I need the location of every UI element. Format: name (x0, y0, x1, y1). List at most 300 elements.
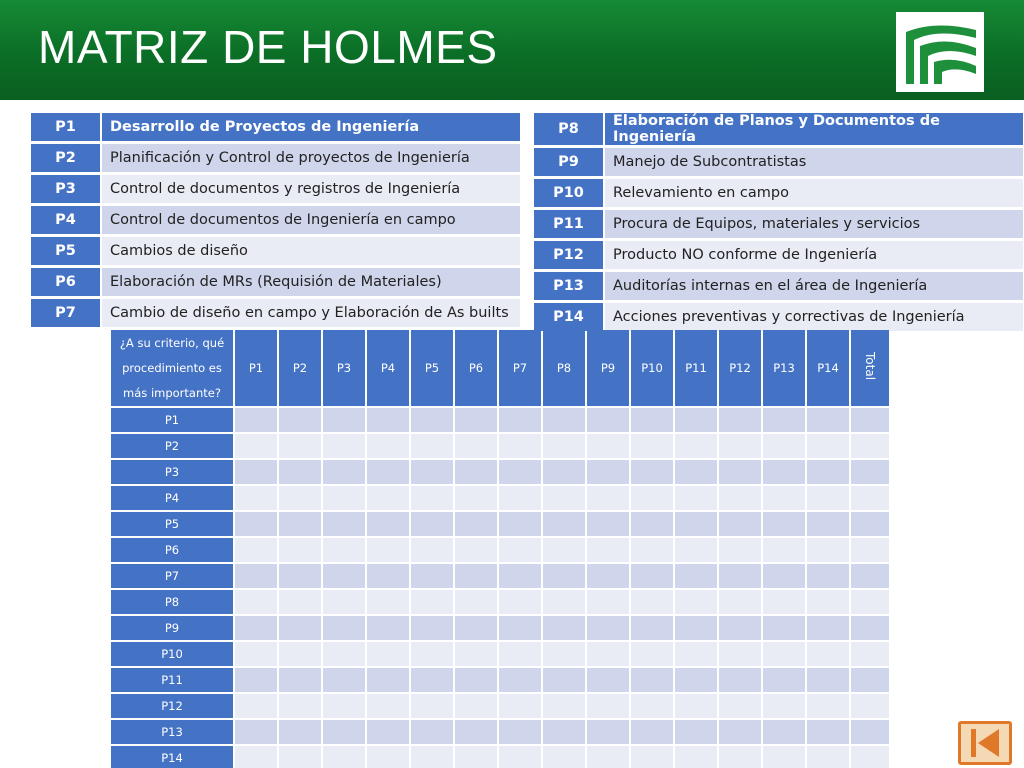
matrix-row (111, 720, 889, 744)
matrix-cell[interactable] (323, 720, 365, 744)
matrix-total-cell[interactable] (851, 616, 889, 640)
matrix-cell[interactable] (675, 460, 717, 484)
matrix-cell[interactable] (763, 460, 805, 484)
matrix-cell[interactable] (807, 616, 849, 640)
legend-code: P5 (31, 237, 102, 265)
matrix-cell[interactable] (235, 720, 277, 744)
matrix-cell[interactable] (411, 486, 453, 510)
matrix-cell[interactable] (675, 434, 717, 458)
matrix-cell[interactable] (411, 434, 453, 458)
matrix-cell[interactable] (411, 746, 453, 768)
legend-code: P3 (31, 175, 102, 203)
matrix-cell[interactable] (499, 486, 541, 510)
matrix-cell[interactable] (323, 538, 365, 562)
matrix-cell[interactable] (279, 616, 321, 640)
matrix-cell[interactable] (543, 434, 585, 458)
matrix-row (111, 668, 889, 692)
matrix-cell[interactable] (367, 564, 409, 588)
matrix-row (111, 616, 889, 640)
matrix-cell[interactable] (631, 746, 673, 768)
matrix-cell[interactable] (235, 434, 277, 458)
matrix-cell[interactable] (543, 564, 585, 588)
matrix-cell[interactable] (411, 694, 453, 718)
legend-code: P1 (31, 113, 102, 141)
legend-row (534, 179, 1023, 207)
matrix-cell[interactable] (499, 616, 541, 640)
matrix-cell[interactable] (807, 720, 849, 744)
matrix-cell[interactable] (455, 512, 497, 536)
matrix-cell[interactable] (499, 668, 541, 692)
matrix-cell[interactable] (279, 486, 321, 510)
matrix-cell[interactable] (763, 720, 805, 744)
matrix-cell[interactable] (675, 512, 717, 536)
company-logo-icon (896, 12, 984, 92)
matrix-cell[interactable] (587, 538, 629, 562)
matrix-cell[interactable] (807, 408, 849, 432)
matrix-row (111, 538, 889, 562)
matrix-cell[interactable] (411, 408, 453, 432)
matrix-cell[interactable] (763, 486, 805, 510)
matrix-cell[interactable] (323, 694, 365, 718)
legend-table-right (534, 110, 1023, 334)
matrix-cell[interactable] (763, 616, 805, 640)
matrix-cell[interactable] (499, 746, 541, 768)
matrix-cell[interactable] (367, 694, 409, 718)
matrix-cell[interactable] (675, 694, 717, 718)
matrix-cell[interactable] (235, 408, 277, 432)
legend-description: Relevamiento en campo (605, 179, 1023, 207)
matrix-cell[interactable] (367, 668, 409, 692)
matrix-cell[interactable] (543, 408, 585, 432)
legend-row (534, 210, 1023, 238)
matrix-cell[interactable] (235, 564, 277, 588)
matrix-cell[interactable] (455, 434, 497, 458)
legend-code: P13 (534, 272, 605, 300)
matrix-cell[interactable] (719, 720, 761, 744)
matrix-cell[interactable] (455, 460, 497, 484)
legend-description: Manejo de Subcontratistas (605, 148, 1023, 176)
matrix-cell[interactable] (411, 460, 453, 484)
matrix-cell[interactable] (631, 538, 673, 562)
matrix-cell[interactable] (719, 408, 761, 432)
legend-description: Control de documentos y registros de Ingeniería (102, 175, 520, 203)
matrix-cell[interactable] (543, 486, 585, 510)
matrix-cell[interactable] (763, 538, 805, 562)
matrix-cell[interactable] (367, 486, 409, 510)
matrix-cell[interactable] (807, 746, 849, 768)
matrix-cell[interactable] (323, 642, 365, 666)
matrix-cell[interactable] (763, 564, 805, 588)
matrix-cell[interactable] (323, 512, 365, 536)
back-button[interactable] (958, 721, 1012, 765)
matrix-cell[interactable] (455, 486, 497, 510)
matrix-cell[interactable] (719, 486, 761, 510)
matrix-row (111, 564, 889, 588)
matrix-row (111, 746, 889, 768)
legend-code: P10 (534, 179, 605, 207)
matrix-row-header: P10 (111, 642, 233, 666)
matrix-total-cell[interactable] (851, 720, 889, 744)
matrix-cell[interactable] (455, 746, 497, 768)
matrix-cell[interactable] (499, 538, 541, 562)
legend-row (31, 299, 520, 327)
matrix-cell[interactable] (675, 564, 717, 588)
matrix-cell[interactable] (807, 538, 849, 562)
matrix-row (111, 408, 889, 432)
matrix-cell[interactable] (587, 694, 629, 718)
matrix-row-header: P9 (111, 616, 233, 640)
matrix-cell[interactable] (675, 486, 717, 510)
matrix-cell[interactable] (235, 746, 277, 768)
legend-row (534, 148, 1023, 176)
matrix-cell[interactable] (631, 616, 673, 640)
matrix-cell[interactable] (367, 590, 409, 614)
matrix-cell[interactable] (587, 434, 629, 458)
matrix-cell[interactable] (587, 408, 629, 432)
matrix-cell[interactable] (235, 512, 277, 536)
matrix-total-cell[interactable] (851, 434, 889, 458)
matrix-cell[interactable] (411, 668, 453, 692)
matrix-cell[interactable] (367, 434, 409, 458)
matrix-cell[interactable] (719, 460, 761, 484)
legend-description: Auditorías internas en el área de Ingeniería (605, 272, 1023, 300)
matrix-total-cell[interactable] (851, 408, 889, 432)
matrix-cell[interactable] (279, 694, 321, 718)
matrix-cell[interactable] (279, 434, 321, 458)
matrix-cell[interactable] (543, 694, 585, 718)
legend-row (31, 144, 520, 172)
holmes-matrix (109, 328, 891, 768)
matrix-column-header: P14 (807, 330, 849, 406)
matrix-cell[interactable] (675, 538, 717, 562)
legend-row (534, 113, 1023, 145)
matrix-total-cell[interactable] (851, 486, 889, 510)
matrix-cell[interactable] (411, 616, 453, 640)
legend-description: Control de documentos de Ingeniería en campo (102, 206, 520, 234)
matrix-cell[interactable] (279, 460, 321, 484)
matrix-cell[interactable] (543, 746, 585, 768)
legend-description: Producto NO conforme de Ingeniería (605, 241, 1023, 269)
matrix-row (111, 486, 889, 510)
matrix-cell[interactable] (367, 408, 409, 432)
legend-description: Cambio de diseño en campo y Elaboración de As builts (102, 299, 520, 327)
matrix-cell[interactable] (631, 590, 673, 614)
matrix-cell[interactable] (367, 616, 409, 640)
matrix-column-header: P8 (543, 330, 585, 406)
legend-description: Procura de Equipos, materiales y servicios (605, 210, 1023, 238)
matrix-cell[interactable] (367, 720, 409, 744)
legend-code: P7 (31, 299, 102, 327)
matrix-column-header: P1 (235, 330, 277, 406)
matrix-cell[interactable] (235, 460, 277, 484)
matrix-column-header: P10 (631, 330, 673, 406)
matrix-cell[interactable] (675, 408, 717, 432)
legend-description: Elaboración de Planos y Documentos de Ingeniería (605, 113, 1023, 145)
matrix-column-header: P3 (323, 330, 365, 406)
matrix-row-header: P14 (111, 746, 233, 768)
matrix-row (111, 590, 889, 614)
matrix-cell[interactable] (587, 512, 629, 536)
matrix-total-cell[interactable] (851, 512, 889, 536)
matrix-column-header: P4 (367, 330, 409, 406)
matrix-cell[interactable] (455, 694, 497, 718)
matrix-cell[interactable] (235, 486, 277, 510)
matrix-cell[interactable] (631, 486, 673, 510)
legend-row (31, 206, 520, 234)
matrix-cell[interactable] (631, 512, 673, 536)
matrix-cell[interactable] (631, 460, 673, 484)
matrix-cell[interactable] (631, 720, 673, 744)
matrix-cell[interactable] (631, 668, 673, 692)
legend-code: P4 (31, 206, 102, 234)
matrix-cell[interactable] (675, 642, 717, 666)
matrix-cell[interactable] (719, 434, 761, 458)
back-to-start-icon (965, 726, 1005, 760)
matrix-cell[interactable] (675, 720, 717, 744)
matrix-row-header: P12 (111, 694, 233, 718)
matrix-cell[interactable] (807, 642, 849, 666)
matrix-cell[interactable] (323, 668, 365, 692)
matrix-cell[interactable] (631, 642, 673, 666)
matrix-cell[interactable] (411, 720, 453, 744)
matrix-row-header: P5 (111, 512, 233, 536)
matrix-cell[interactable] (279, 746, 321, 768)
matrix-cell[interactable] (763, 746, 805, 768)
matrix-cell[interactable] (499, 460, 541, 484)
matrix-cell[interactable] (367, 460, 409, 484)
matrix-cell[interactable] (279, 642, 321, 666)
matrix-cell[interactable] (455, 720, 497, 744)
matrix-total-cell[interactable] (851, 538, 889, 562)
matrix-cell[interactable] (279, 512, 321, 536)
matrix-cell[interactable] (323, 590, 365, 614)
matrix-row-header: P13 (111, 720, 233, 744)
matrix-cell[interactable] (763, 434, 805, 458)
matrix-cell[interactable] (499, 720, 541, 744)
matrix-cell[interactable] (235, 538, 277, 562)
legend-description: Elaboración de MRs (Requisión de Materiales) (102, 268, 520, 296)
matrix-cell[interactable] (279, 408, 321, 432)
matrix-cell[interactable] (543, 538, 585, 562)
matrix-total-cell[interactable] (851, 668, 889, 692)
matrix-cell[interactable] (499, 694, 541, 718)
matrix-cell[interactable] (279, 668, 321, 692)
matrix-cell[interactable] (719, 512, 761, 536)
matrix-row-header: P1 (111, 408, 233, 432)
legend-row (534, 241, 1023, 269)
matrix-total-cell[interactable] (851, 460, 889, 484)
matrix-cell[interactable] (675, 746, 717, 768)
matrix-cell[interactable] (587, 616, 629, 640)
matrix-cell[interactable] (279, 564, 321, 588)
matrix-total-cell[interactable] (851, 564, 889, 588)
matrix-total-label: Total (863, 352, 877, 381)
legend-row (31, 175, 520, 203)
matrix-cell[interactable] (367, 746, 409, 768)
matrix-cell[interactable] (279, 720, 321, 744)
matrix-cell[interactable] (587, 668, 629, 692)
matrix-cell[interactable] (587, 642, 629, 666)
matrix-cell[interactable] (235, 668, 277, 692)
matrix-column-header: P6 (455, 330, 497, 406)
matrix-cell[interactable] (543, 720, 585, 744)
matrix-cell[interactable] (719, 538, 761, 562)
matrix-total-cell[interactable] (851, 694, 889, 718)
matrix-column-header: P13 (763, 330, 805, 406)
matrix-column-header: P7 (499, 330, 541, 406)
matrix-row (111, 434, 889, 458)
matrix-total-cell[interactable] (851, 642, 889, 666)
matrix-column-header: P11 (675, 330, 717, 406)
matrix-row (111, 460, 889, 484)
matrix-cell[interactable] (675, 616, 717, 640)
matrix-row (111, 512, 889, 536)
matrix-row-header: P4 (111, 486, 233, 510)
legend-row (31, 113, 520, 141)
matrix-row-header: P11 (111, 668, 233, 692)
matrix-cell[interactable] (763, 512, 805, 536)
matrix-cell[interactable] (763, 408, 805, 432)
matrix-cell[interactable] (455, 590, 497, 614)
matrix-cell[interactable] (763, 668, 805, 692)
legend-description: Cambios de diseño (102, 237, 520, 265)
legend-row (31, 237, 520, 265)
matrix-corner-label: ¿A su criterio, qué procedimiento es más importante? (111, 330, 233, 406)
legend-code: P2 (31, 144, 102, 172)
matrix-cell[interactable] (587, 564, 629, 588)
matrix-cell[interactable] (279, 590, 321, 614)
matrix-cell[interactable] (411, 512, 453, 536)
matrix-cell[interactable] (675, 590, 717, 614)
matrix-column-header: P5 (411, 330, 453, 406)
header-banner (0, 0, 1024, 100)
legend-code: P12 (534, 241, 605, 269)
matrix-cell[interactable] (455, 538, 497, 562)
matrix-cell[interactable] (719, 642, 761, 666)
matrix-cell[interactable] (543, 642, 585, 666)
matrix-cell[interactable] (675, 668, 717, 692)
matrix-column-header: P9 (587, 330, 629, 406)
matrix-cell[interactable] (763, 694, 805, 718)
matrix-cell[interactable] (367, 538, 409, 562)
legend-row (31, 268, 520, 296)
matrix-cell[interactable] (719, 616, 761, 640)
matrix-cell[interactable] (323, 746, 365, 768)
matrix-cell[interactable] (587, 486, 629, 510)
matrix-cell[interactable] (543, 460, 585, 484)
matrix-cell[interactable] (807, 590, 849, 614)
matrix-cell[interactable] (455, 668, 497, 692)
legend-table-left (31, 110, 520, 330)
legend-description: Desarrollo de Proyectos de Ingeniería (102, 113, 520, 141)
matrix-cell[interactable] (807, 564, 849, 588)
matrix-cell[interactable] (719, 590, 761, 614)
matrix-cell[interactable] (499, 408, 541, 432)
matrix-cell[interactable] (367, 512, 409, 536)
matrix-cell[interactable] (499, 434, 541, 458)
matrix-row (111, 642, 889, 666)
matrix-cell[interactable] (543, 590, 585, 614)
matrix-cell[interactable] (499, 590, 541, 614)
legend-code: P11 (534, 210, 605, 238)
matrix-cell[interactable] (807, 486, 849, 510)
matrix-cell[interactable] (411, 538, 453, 562)
matrix-cell[interactable] (235, 590, 277, 614)
matrix-cell[interactable] (235, 616, 277, 640)
legend-code: P6 (31, 268, 102, 296)
matrix-cell[interactable] (323, 408, 365, 432)
matrix-cell[interactable] (323, 564, 365, 588)
matrix-cell[interactable] (543, 616, 585, 640)
matrix-cell[interactable] (411, 590, 453, 614)
matrix-cell[interactable] (323, 486, 365, 510)
matrix-cell[interactable] (631, 408, 673, 432)
matrix-cell[interactable] (631, 694, 673, 718)
matrix-cell[interactable] (499, 564, 541, 588)
matrix-cell[interactable] (455, 642, 497, 666)
matrix-cell[interactable] (807, 668, 849, 692)
matrix-cell[interactable] (367, 642, 409, 666)
matrix-cell[interactable] (587, 720, 629, 744)
matrix-row-header: P7 (111, 564, 233, 588)
matrix-cell[interactable] (411, 564, 453, 588)
matrix-cell[interactable] (455, 616, 497, 640)
matrix-cell[interactable] (323, 434, 365, 458)
matrix-cell[interactable] (807, 512, 849, 536)
matrix-cell[interactable] (279, 538, 321, 562)
matrix-cell[interactable] (631, 434, 673, 458)
matrix-row-header: P8 (111, 590, 233, 614)
matrix-cell[interactable] (719, 694, 761, 718)
legend-row (534, 303, 1023, 331)
matrix-cell[interactable] (499, 642, 541, 666)
matrix-cell[interactable] (411, 642, 453, 666)
legend-description: Planificación y Control de proyectos de Ingeniería (102, 144, 520, 172)
matrix-cell[interactable] (631, 564, 673, 588)
matrix-column-header: P12 (719, 330, 761, 406)
matrix-cell[interactable] (587, 590, 629, 614)
matrix-cell[interactable] (587, 746, 629, 768)
matrix-cell[interactable] (719, 564, 761, 588)
matrix-total-cell[interactable] (851, 590, 889, 614)
matrix-cell[interactable] (499, 512, 541, 536)
matrix-cell[interactable] (323, 616, 365, 640)
matrix-row-header: P6 (111, 538, 233, 562)
matrix-cell[interactable] (807, 694, 849, 718)
matrix-cell[interactable] (807, 434, 849, 458)
matrix-column-header: P2 (279, 330, 321, 406)
matrix-cell[interactable] (235, 642, 277, 666)
matrix-cell[interactable] (587, 460, 629, 484)
matrix-cell[interactable] (543, 668, 585, 692)
matrix-cell[interactable] (763, 642, 805, 666)
legend-description: Acciones preventivas y correctivas de Ingeniería (605, 303, 1023, 331)
matrix-cell[interactable] (323, 460, 365, 484)
matrix-cell[interactable] (543, 512, 585, 536)
legend-code: P9 (534, 148, 605, 176)
matrix-row-header: P3 (111, 460, 233, 484)
matrix-cell[interactable] (455, 564, 497, 588)
matrix-total-header (851, 330, 889, 406)
matrix-total-cell[interactable] (851, 746, 889, 768)
matrix-cell[interactable] (719, 668, 761, 692)
matrix-cell[interactable] (807, 460, 849, 484)
matrix-row-header: P2 (111, 434, 233, 458)
matrix-cell[interactable] (763, 590, 805, 614)
matrix-cell[interactable] (455, 408, 497, 432)
matrix-cell[interactable] (235, 694, 277, 718)
matrix-cell[interactable] (719, 746, 761, 768)
